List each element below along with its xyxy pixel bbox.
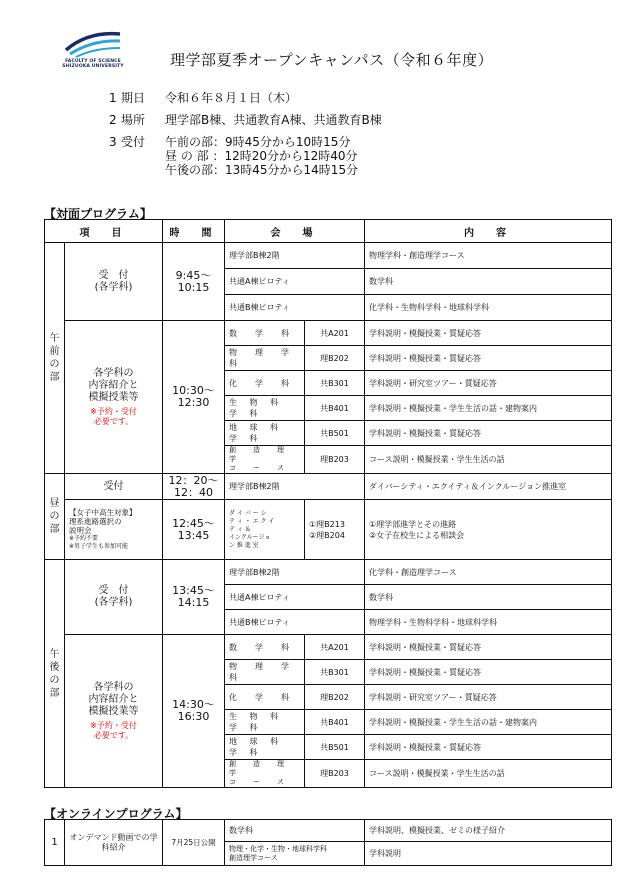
online-section-title: 【オンラインプログラム】 (44, 807, 188, 821)
dept-cell: 地 球 科 学 科 (225, 421, 305, 446)
content-cell: 数学科 (365, 269, 612, 295)
dept-cell: 生 物 科 学 科 (225, 710, 305, 735)
morning-reception-item (65, 243, 163, 321)
table-row (45, 820, 612, 842)
morning-intro-item (65, 321, 163, 474)
room-cell: 理B203 (305, 446, 365, 474)
room-cell: 共B301 (305, 371, 365, 396)
info-row-reception (109, 135, 382, 177)
event-info (109, 91, 382, 185)
room-cell: 共B401 (305, 710, 365, 735)
content-cell: コース説明・模擬授業・学生生活の話 (365, 446, 612, 474)
noon-note: ※予約不要 ※男子学生も参加可能 (69, 535, 129, 550)
content-cell: ①理学部進学とその進路 ②女子在校生による相談会 (365, 500, 612, 560)
room-cell: 共B501 (305, 421, 365, 446)
university-logo (54, 28, 132, 74)
online-program-table (44, 819, 612, 866)
time-label: 9:45～ 10:15 (175, 268, 212, 294)
info-value: 昼 の 部 ：12時20分から12時40分 (165, 149, 358, 163)
venue-cell: 共通B棟ピロティ (225, 295, 365, 321)
afternoon-intro-time (163, 635, 225, 788)
online-num: 1 (45, 820, 65, 866)
info-value: 午前の部：9時45分から10時15分 (165, 135, 351, 149)
logo-line-2: SHIZUOKA UNIVERSITY (62, 64, 124, 70)
table-row (45, 321, 612, 346)
info-num: 2 (109, 113, 117, 127)
dept-cell: 地 球 科 学 科 (225, 735, 305, 760)
time-label: 12:45～ 13:45 (172, 516, 215, 542)
venue-cell: 共通A棟ピロティ (225, 269, 365, 295)
dept-cell: 化 学 科 (225, 371, 305, 396)
online-date: 7月25日公開 (163, 820, 225, 866)
table-row (45, 635, 612, 660)
content-cell: 学科説明・模擬授業・質疑応答 (365, 421, 612, 446)
info-row-date (109, 91, 382, 105)
afternoon-reception-time (163, 560, 225, 635)
room-cell: 共B401 (305, 396, 365, 421)
item-label: 【女子中高生対象】 理系進路選択の 説明会 (69, 508, 137, 535)
afternoon-reception-item (65, 560, 163, 635)
content-cell: 学科説明・模擬授業・質疑応答 (365, 635, 612, 660)
dept-cell: 創 造 理 学 コ ー ス (225, 760, 305, 788)
content-cell: 学科説明・研究室ツアー・質疑応答 (365, 685, 612, 710)
logo-line-1: FACULTY OF SCIENCE (65, 59, 121, 64)
venue-cell: 理学部B棟2階 (225, 560, 365, 585)
info-row-place (109, 113, 382, 127)
info-value: 令和６年８月１日（木） (165, 91, 298, 105)
header-item: 項 目 (45, 220, 163, 243)
table-row (45, 500, 612, 560)
content-cell: 学科説明・模擬授業・質疑応答 (365, 735, 612, 760)
noon-reception-item: 受付 (65, 474, 163, 500)
time-label: 13:45～ 14:15 (172, 584, 215, 609)
table-row (45, 474, 612, 500)
content-cell: 学科説明・模擬授業・質疑応答 (365, 346, 612, 371)
venue-cell: 共通A棟ピロティ (225, 585, 365, 610)
in-person-program-table (44, 219, 612, 788)
dept-cell: 物理・化学・生物・地球科学科 創造理学コース (225, 842, 365, 866)
table-row (45, 243, 612, 269)
time-label: 10:30～ 12:30 (172, 384, 215, 409)
venue-cell: ダ イ バ ー シ テ ィ ・ エ ク イ テ ィ ＆ インクルージョ ン 推 進 室 (225, 500, 305, 560)
info-value: 午後の部：13時45分から14時15分 (165, 163, 359, 177)
content-cell: 数学科 (365, 585, 612, 610)
dept-cell: 創 造 理 学 コ ー ス (225, 446, 305, 474)
period-label: 午前の部 (49, 333, 60, 383)
item-label: 受 付 (各学科) (94, 269, 133, 293)
time-label: 14:30～ 16:30 (172, 698, 215, 723)
reservation-note: ※予約・受付 必要です。 (90, 406, 137, 426)
info-num: 1 (109, 91, 117, 105)
content-cell: 学科説明 (365, 842, 612, 866)
noon-women-item (65, 500, 163, 560)
item-label: 各学科の 内容紹介と 模擬授業等 (88, 681, 139, 717)
content-cell: コース説明・模擬授業・学生生活の話 (365, 760, 612, 788)
content-cell: 学科説明・模擬授業・学生生活の話・建物案内 (365, 396, 612, 421)
morning-intro-time (163, 321, 225, 474)
dept-cell: 数 学 科 (225, 635, 305, 660)
header-content: 内 容 (365, 220, 612, 243)
content-cell: 学科説明・模擬授業・質疑応答 (365, 321, 612, 346)
page-title: 理学部夏季オープンキャンパス（令和６年度） (170, 51, 494, 69)
item-label: 各学科の 内容紹介と 模擬授業等 (88, 367, 139, 403)
noon-reception-time (163, 474, 225, 500)
content-cell: 化学科・創造理学コース (365, 560, 612, 585)
dept-cell: 化 学 科 (225, 685, 305, 710)
content-cell: 学科説明・模擬授業・質疑応答 (365, 660, 612, 685)
content-cell: 学科説明・模擬授業・学生生活の話・建物案内 (365, 710, 612, 735)
header-venue: 会 場 (225, 220, 365, 243)
content-cell: 学科説明・研究室ツアー・質疑応答 (365, 371, 612, 396)
item-label: 受 付 (各学科) (94, 585, 133, 608)
room-cell: ①理B213 ②理B204 (305, 500, 365, 560)
room-cell: 共A201 (305, 635, 365, 660)
room-cell: 共B301 (305, 660, 365, 685)
reservation-note: ※予約・受付 必要です。 (90, 720, 137, 740)
online-item: オンデマンド動画での学科紹介 (65, 820, 163, 866)
venue-cell: 共通B棟ピロティ (225, 610, 365, 635)
dept-cell: 物 理 学 科 (225, 346, 305, 371)
table-row (45, 560, 612, 585)
dept-cell: 物 理 学 科 (225, 660, 305, 685)
dept-cell: 数 学 科 (225, 321, 305, 346)
dept-cell: 数学科 (225, 820, 365, 842)
noon-women-time (163, 500, 225, 560)
period-afternoon (45, 560, 65, 788)
info-label: 場所 (121, 113, 146, 127)
info-label: 期日 (121, 91, 146, 105)
morning-reception-time (163, 243, 225, 321)
content-cell: 化学科・生物科学科・地球科学科 (365, 295, 612, 321)
content-cell: 学科説明、模擬授業、ゼミの様子紹介 (365, 820, 612, 842)
info-value: 理学部B棟、共通教育A棟、共通教育B棟 (165, 113, 382, 127)
room-cell: 理B203 (305, 760, 365, 788)
table-header-row (45, 220, 612, 243)
in-person-section-title: 【対面プログラム】 (44, 207, 152, 221)
afternoon-intro-item (65, 635, 163, 788)
period-noon (45, 474, 65, 560)
venue-cell: 理学部B棟2階 (225, 474, 365, 500)
wave-logo-icon (62, 28, 124, 58)
period-morning (45, 243, 65, 474)
venue-cell: 理学部B棟2階 (225, 243, 365, 269)
dept-cell: 生 物 科 学 科 (225, 396, 305, 421)
content-cell: 物理学科・生物科学科・地球科学科 (365, 610, 612, 635)
room-cell: 共B501 (305, 735, 365, 760)
room-cell: 共A201 (305, 321, 365, 346)
content-cell: 物理学科・創造理学コース (365, 243, 612, 269)
room-cell: 理B202 (305, 685, 365, 710)
info-label: 受付 (121, 135, 146, 149)
header-time: 時 間 (163, 220, 225, 243)
info-num: 3 (109, 135, 117, 149)
content-cell: ダイバーシティ・エクイティ＆インクルージョン推進室 (365, 474, 612, 500)
period-label: 午後の部 (49, 648, 60, 699)
period-label: 昼の部 (49, 498, 60, 535)
time-label: 12：20～ 12：40 (168, 473, 219, 499)
room-cell: 理B202 (305, 346, 365, 371)
